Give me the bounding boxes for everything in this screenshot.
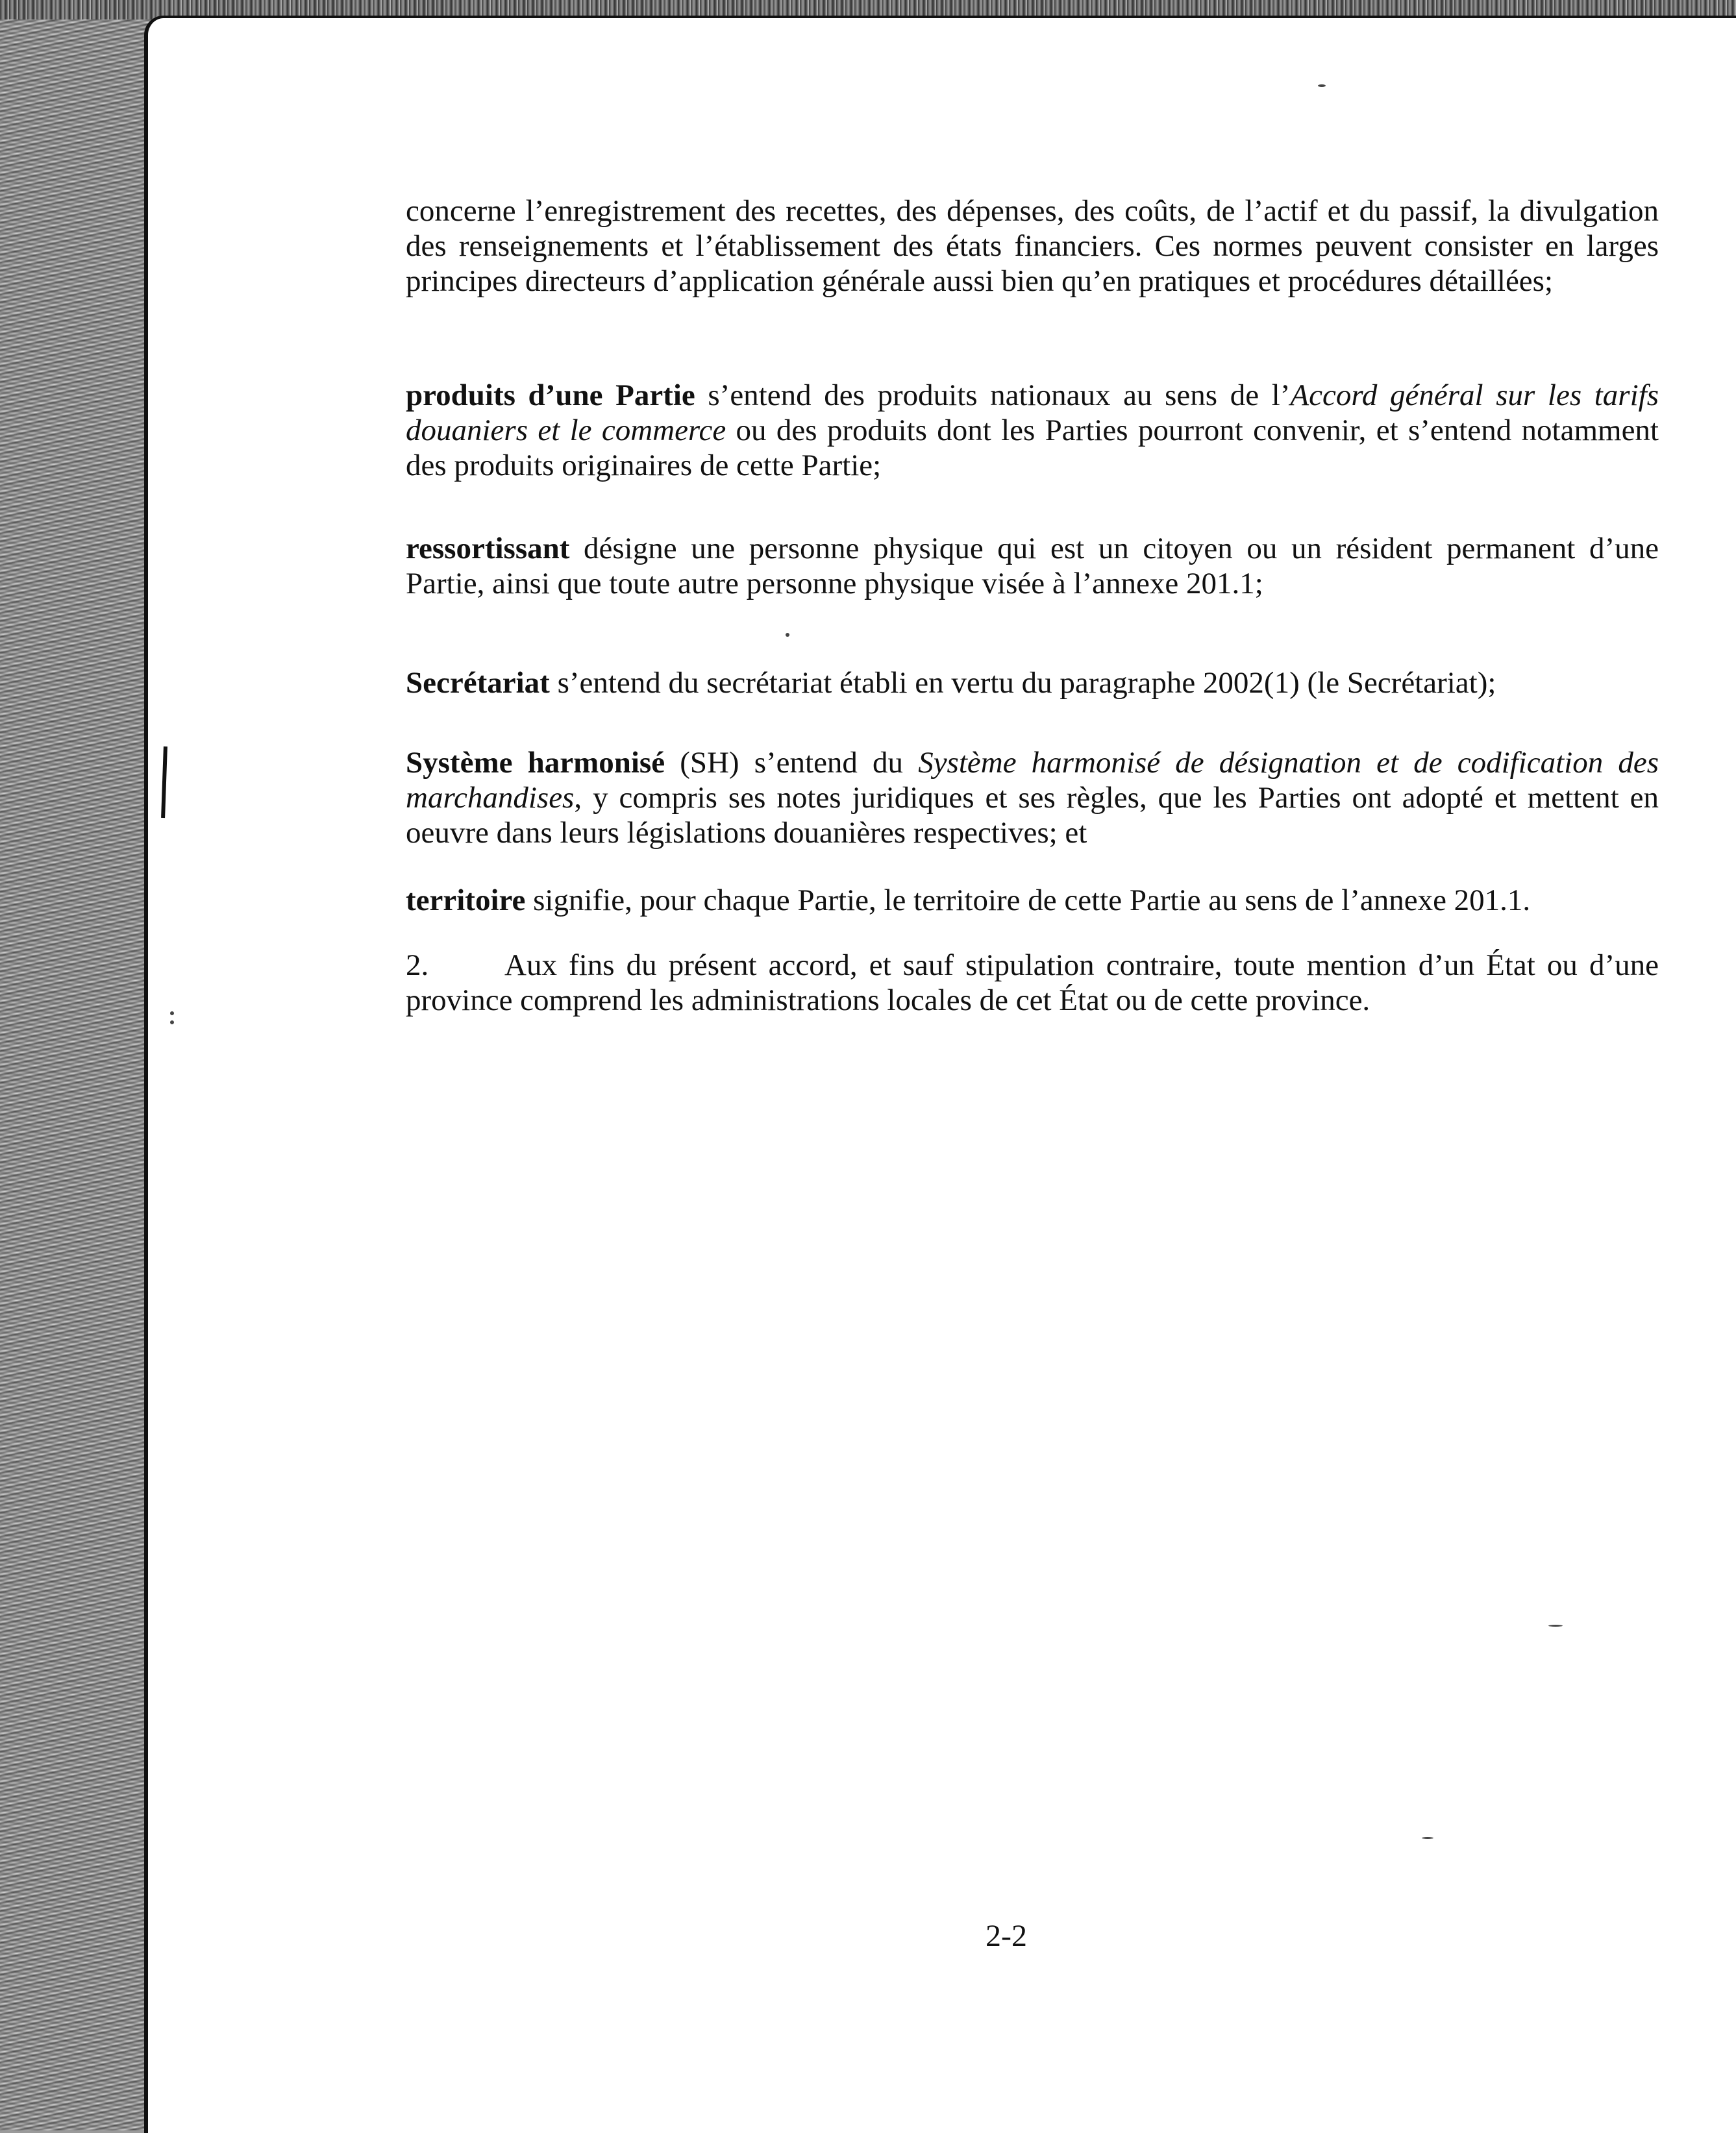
paragraph-text: s’entend du secrétariat établi en vertu du paragraphe 2002(1) (le Secrétariat); xyxy=(549,666,1496,700)
paragraph-text: signifie, pour chaque Partie, le territoire de cette Partie au sens de l’annexe 201.1. xyxy=(525,883,1531,917)
paragraph-text: (SH) s’entend du xyxy=(665,746,919,780)
scan-speck xyxy=(1318,84,1326,87)
defined-term: territoire xyxy=(406,883,526,917)
system-title: Système harmonisé de désignation et de codification des marchandises xyxy=(406,746,1659,815)
scan-speck xyxy=(1422,1837,1433,1839)
paragraph-text: ou des produits dont les Parties pourront convenir, et s’entend notamment des produits originaires de cette Partie; xyxy=(406,413,1659,482)
defined-term: Secrétariat xyxy=(406,666,550,700)
paragraph-text: désigne une personne physique qui est un citoyen ou un résident permanent d’une Partie, ainsi que toute autre personne physique visée à l’annexe 201.1; xyxy=(406,532,1659,600)
paragraph-secretariat xyxy=(406,665,1659,700)
scan-speck xyxy=(170,1011,174,1015)
document-page xyxy=(144,16,1736,2133)
paragraph-text: concerne l’enregistrement des recettes, des dépenses, des coûts, de l’actif et du passif, la divulgation des renseignements et l’établissement des états financiers. Ces normes peuvent consister en larges principes directeurs d’application générale aussi bien qu’en pratiques et procédures détaillées; xyxy=(406,194,1659,298)
scan-speck xyxy=(786,633,789,637)
paragraph-systeme-harmonise xyxy=(406,745,1659,850)
defined-term: ressortissant xyxy=(406,532,570,565)
page-number: 2-2 xyxy=(986,1919,1027,1953)
defined-term: produits d’une Partie xyxy=(406,378,695,412)
scan-speck xyxy=(1548,1625,1563,1627)
paragraph-number: 2. xyxy=(406,948,429,982)
paragraph-text: , y compris ses notes juridiques et ses règles, que les Parties ont adopté et mettent en oeuvre dans leurs législations douanières respectives; et xyxy=(406,781,1659,850)
scan-speck xyxy=(170,1020,174,1024)
agreement-title: Accord général sur les tarifs douaniers et le commerce xyxy=(406,378,1659,447)
paragraph-territoire xyxy=(406,883,1659,918)
scanner-edge xyxy=(0,0,156,2130)
defined-term: Système harmonisé xyxy=(406,746,665,780)
paragraph-produits-partie xyxy=(406,378,1659,483)
paragraph-ressortissant xyxy=(406,531,1659,601)
paragraph-2 xyxy=(406,948,1659,1018)
paragraph-accounting-standards xyxy=(406,193,1659,299)
paragraph-text: s’entend des produits nationaux au sens de l’ xyxy=(695,378,1291,412)
paragraph-text: Aux fins du présent accord, et sauf stipulation contraire, toute mention d’un État ou d’une province comprend les administrations locales de cet État ou de cette province. xyxy=(406,948,1659,1017)
